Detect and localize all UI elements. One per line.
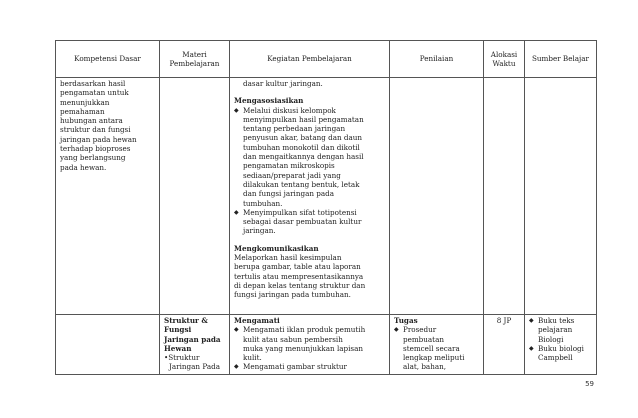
header-materi-pembelajaran: Materi Pembelajaran [160,41,230,78]
list-line: dan fungsi jaringan pada [243,189,335,199]
page-number: 59 [585,380,594,388]
list-line: pelajaran [538,325,573,335]
kompetensi-line: jaringan pada hewan [60,134,137,144]
kompetensi-line: pada hewan. [60,162,107,172]
list-line: kulit. [243,353,262,363]
kompetensi-line: menunjukkan [60,97,110,107]
kompetensi-line: berdasarkan hasil [60,79,126,88]
header-sumber-belajar: Sumber Belajar [525,41,597,78]
header-penilaian: Penilaian [390,41,484,78]
header-kompetensi-dasar: Kompetensi Dasar [56,41,160,78]
table-row [56,78,597,315]
list-line: tumbuhan monokotil dan dikotil [243,142,360,152]
bullet-icon: ◆ [234,208,239,216]
list-item [234,362,385,371]
kompetensi-line: hubungan antara [60,116,123,126]
tugas-list [394,325,479,371]
tugas-heading: Tugas [394,316,418,325]
list-line: lengkap meliputi [403,353,465,363]
list-line: Buku biologi [538,343,584,353]
list-line: alat, bahan, [403,362,447,372]
kompetensi-line: pengamatan untuk [60,88,129,98]
materi-title-line: Hewan [164,343,192,353]
list-item [234,208,385,236]
list-line: Mengamati iklan produk pemutih [243,325,366,335]
mengamati-heading: Mengamati [234,316,280,325]
list-line: kulit atau sabun pembersih [243,334,343,344]
list-line: stemcell secara [403,343,460,353]
bullet-icon: ◆ [529,317,534,324]
list-line: tentang perbedaan jaringan [243,124,346,134]
list-line: Campbell [538,353,573,363]
syllabus-table [55,40,597,375]
kompetensi-cell [56,78,160,315]
list-item [234,325,385,362]
alokasi-cell: 8 JP [484,315,525,375]
list-line: muka yang menunjukkan lapisan [243,343,364,353]
materi-bullet-line: Jaringan Pada [169,362,221,372]
header-kegiatan-pembelajaran: Kegiatan Pembelajaran [230,41,390,78]
sumber-cell [525,78,597,315]
list-line: Prosedur [403,325,437,335]
mengkomunikasikan-heading: Mengkomunikasikan [234,243,319,253]
penilaian-cell [390,315,484,375]
list-line: Biologi [538,334,564,344]
kegiatan-cell [230,315,390,375]
asosiasi-list [234,106,385,236]
sumber-list [529,316,592,362]
list-line: Mengamati gambar struktur [243,362,347,372]
header-row [56,41,597,78]
list-line: sebagai dasar pembuatan kultur [243,217,362,227]
materi-bullet-text: Struktur [168,353,200,363]
mengasosiasikan-heading: Mengasosiasikan [234,96,304,106]
kegiatan-line: dasar kultur jaringan. [243,79,323,88]
list-line: jaringan. [243,226,276,236]
bullet-icon: ◆ [234,363,239,371]
list-item [529,316,592,344]
list-line: tumbuhan. [243,198,283,208]
list-line: Buku teks [538,316,575,325]
mengamati-list [234,325,385,371]
list-line: pembuatan [403,334,444,344]
kompetensi-line: terhadap bioproses [60,144,131,154]
alokasi-cell [484,78,525,315]
komunikasi-line: berupa gambar, table atau laporan [234,262,361,272]
table-row [56,315,597,375]
list-line: Menyimpulkan sifat totipotensi [243,207,357,217]
materi-bullet-line: •Struktur [164,353,200,363]
list-line: sediaan/preparat jadi yang [243,170,341,180]
kompetensi-line: pemahaman [60,106,105,116]
komunikasi-line: fungsi jaringan pada tumbuhan. [234,290,351,300]
bullet-icon: ◆ [234,326,239,334]
list-line: penyusun akar, batang dan daun [243,133,363,143]
list-item [529,344,592,363]
list-line: Melalui diskusi kelompok [243,105,336,115]
bullet-icon: ◆ [234,106,239,114]
kompetensi-cell [56,315,160,375]
kompetensi-line: yang berlangsung [60,153,126,163]
komunikasi-line: di depan kelas tentang struktur dan [234,280,366,290]
list-line: menyimpulkan hasil pengamatan [243,114,364,124]
list-line: dilakukan tentang bentuk, letak [243,179,360,189]
materi-title-line: Fungsi [164,325,192,335]
bullet-icon: ◆ [529,344,534,352]
kompetensi-line: struktur dan fungsi [60,125,131,135]
komunikasi-line: tertulis atau mempresentasikannya [234,271,364,281]
list-line: dan mengaitkannya dengan hasil [243,152,364,162]
sumber-cell [525,315,597,375]
materi-cell [160,78,230,315]
materi-title-line: Jaringan pada [164,334,221,344]
list-line: pengamatan mikroskopis [243,161,335,171]
komunikasi-line: Melaporkan hasil kesimpulan [234,253,342,263]
materi-cell [160,315,230,375]
penilaian-cell [390,78,484,315]
kegiatan-cell [230,78,390,315]
header-alokasi-waktu: Alokasi Waktu [484,41,525,78]
bullet-icon: ◆ [394,326,399,334]
list-item [234,106,385,208]
list-item [394,325,479,371]
materi-title-line: Struktur & [164,316,208,325]
